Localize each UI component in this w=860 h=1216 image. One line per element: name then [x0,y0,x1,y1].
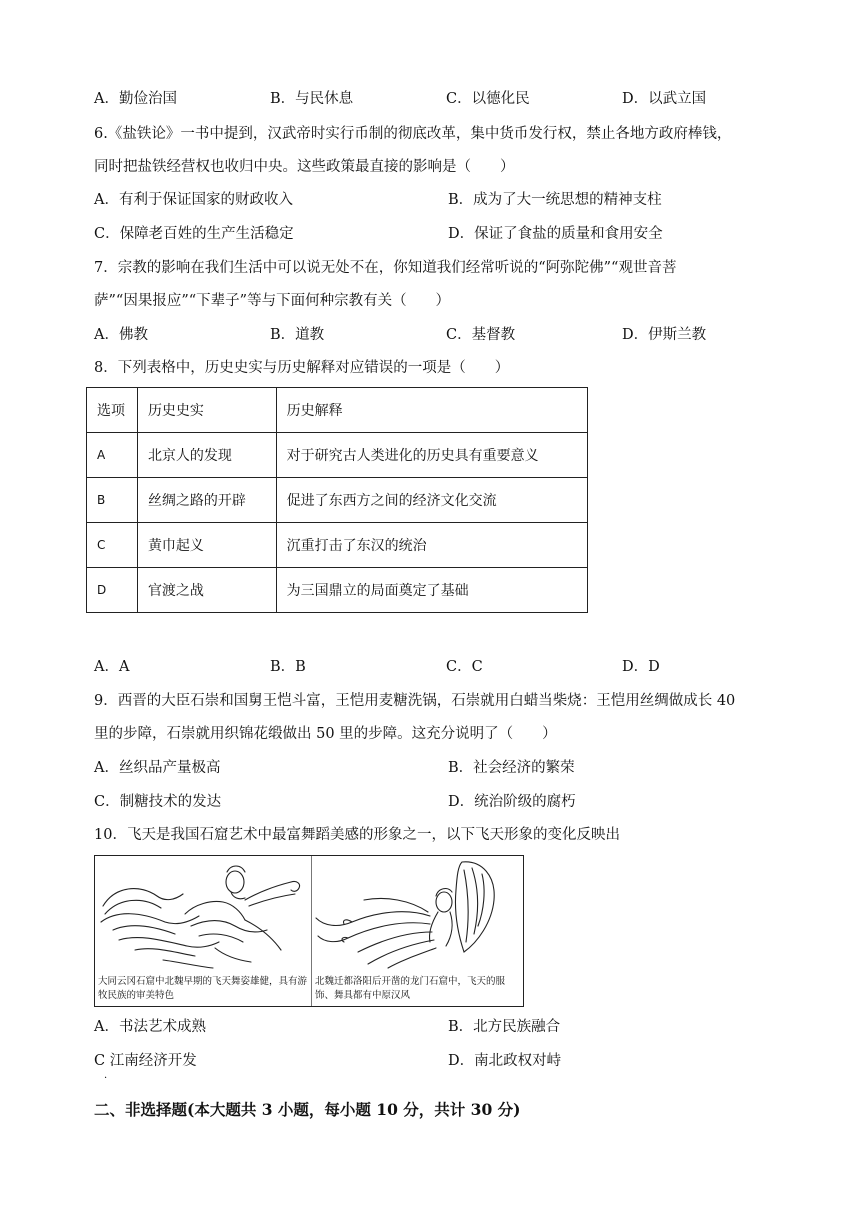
q9-options-row2 [94,792,794,812]
option-a: A．A [94,659,130,675]
option-c: C．制糖技术的发达 [94,794,222,810]
option-a: A．佛教 [94,327,148,343]
stray-mark: · [104,1073,108,1084]
header-option: 选项 [87,388,138,433]
option-d: D．统治阶级的腐朽 [448,794,576,810]
row-fact: 官渡之战 [137,568,276,613]
option-c: C．保障老百姓的生产生活稳定 [94,226,294,242]
table-row [87,478,588,523]
row-fact: 黄巾起义 [137,523,276,568]
option-c: C．C [446,659,483,675]
row-fact: 丝绸之路的开辟 [137,478,276,523]
q7-stem-line1: 7．宗教的影响在我们生活中可以说无处不在，你知道我们经常听说的“阿弥陀佛”“观世音菩 [94,260,677,276]
q10-options-row2 [94,1051,794,1071]
q7-options [94,325,794,345]
option-a: A．有利于保证国家的财政收入 [94,192,293,208]
option-b: B．道教 [270,327,325,343]
option-b: B．与民休息 [270,91,354,107]
q9-stem-line2: 里的步障，石崇就用织锦花缎做出 50 里的步障。这充分说明了（ ） [94,726,557,742]
option-d: D．D [622,659,660,675]
q8-table [86,387,588,613]
feitian-figure [94,855,524,1007]
row-explanation: 对于研究古人类进化的历史具有重要意义 [276,433,587,478]
option-d: D．南北政权对峙 [448,1053,562,1069]
option-a: A．书法艺术成熟 [94,1019,206,1035]
caption-right: 北魏迁都洛阳后开凿的龙门石窟中，飞天的服饰、舞具都有中原汉风 [315,976,506,1001]
option-d: D．保证了食盐的质量和食用安全 [448,226,663,242]
q9-options-row1 [94,758,794,778]
q8-options [94,657,794,677]
row-explanation: 促进了东西方之间的经济文化交流 [276,478,587,523]
option-c: C．以德化民 [446,91,530,107]
table-row [87,568,588,613]
option-b: B．北方民族融合 [448,1019,561,1035]
yungang-feitian-illustration [95,856,311,974]
caption-left: 大同云冈石窟中北魏早期的飞天舞姿雄健，具有游牧民族的审美特色 [98,976,308,1001]
q8-stem: 8．下列表格中，历史史实与历史解释对应错误的一项是（ ） [94,360,510,376]
option-b: B．社会经济的繁荣 [448,760,575,776]
q5-options [94,89,794,109]
table-row [87,523,588,568]
q7-stem-line2: 萨”“因果报应”“下辈子”等与下面何种宗教有关（ ） [94,293,451,309]
option-b: B．成为了大一统思想的精神支柱 [448,192,662,208]
row-explanation: 为三国鼎立的局面奠定了基础 [276,568,587,613]
row-key: C [87,523,138,568]
q9-stem-line1: 9．西晋的大臣石崇和国舅王恺斗富，王恺用麦糖洗锅，石崇就用白蜡当柴烧：王恺用丝绸做成长 40 [94,693,736,709]
row-key: A [87,433,138,478]
yungang-feitian-panel [95,856,312,1006]
table-row [87,433,588,478]
q6-stem-line2: 同时把盐铁经营权也收归中央。这些政策最直接的影响是（ ） [94,159,515,175]
q6-options-row1 [94,190,794,210]
option-c: C．基督教 [446,327,516,343]
row-fact: 北京人的发现 [137,433,276,478]
option-d: D．以武立国 [622,91,707,107]
q10-stem: 10．飞天是我国石窟艺术中最富舞蹈美感的形象之一，以下飞天形象的变化反映出 [94,827,620,843]
section-2-title: 二、非选择题(本大题共 3 小题，每小题 10 分，共计 30 分) [94,1100,521,1119]
longmen-feitian-panel [312,856,523,1006]
table-header-row [87,388,588,433]
row-key: D [87,568,138,613]
row-key: B [87,478,138,523]
option-c: C 江南经济开发 [94,1053,197,1069]
option-d: D．伊斯兰教 [622,327,707,343]
header-explanation: 历史解释 [276,388,587,433]
q6-stem-line1: 6.《盐铁论》一书中提到，汉武帝时实行币制的彻底改革，集中货币发行权，禁止各地方政府棒钱， [94,126,732,142]
option-b: B．B [270,659,306,675]
row-explanation: 沉重打击了东汉的统治 [276,523,587,568]
option-a: A．勤俭治国 [94,91,177,107]
option-a: A．丝织品产量极高 [94,760,221,776]
longmen-feitian-illustration [312,856,523,974]
q10-options-row1 [94,1017,794,1037]
q6-options-row2 [94,224,794,244]
header-fact: 历史史实 [137,388,276,433]
